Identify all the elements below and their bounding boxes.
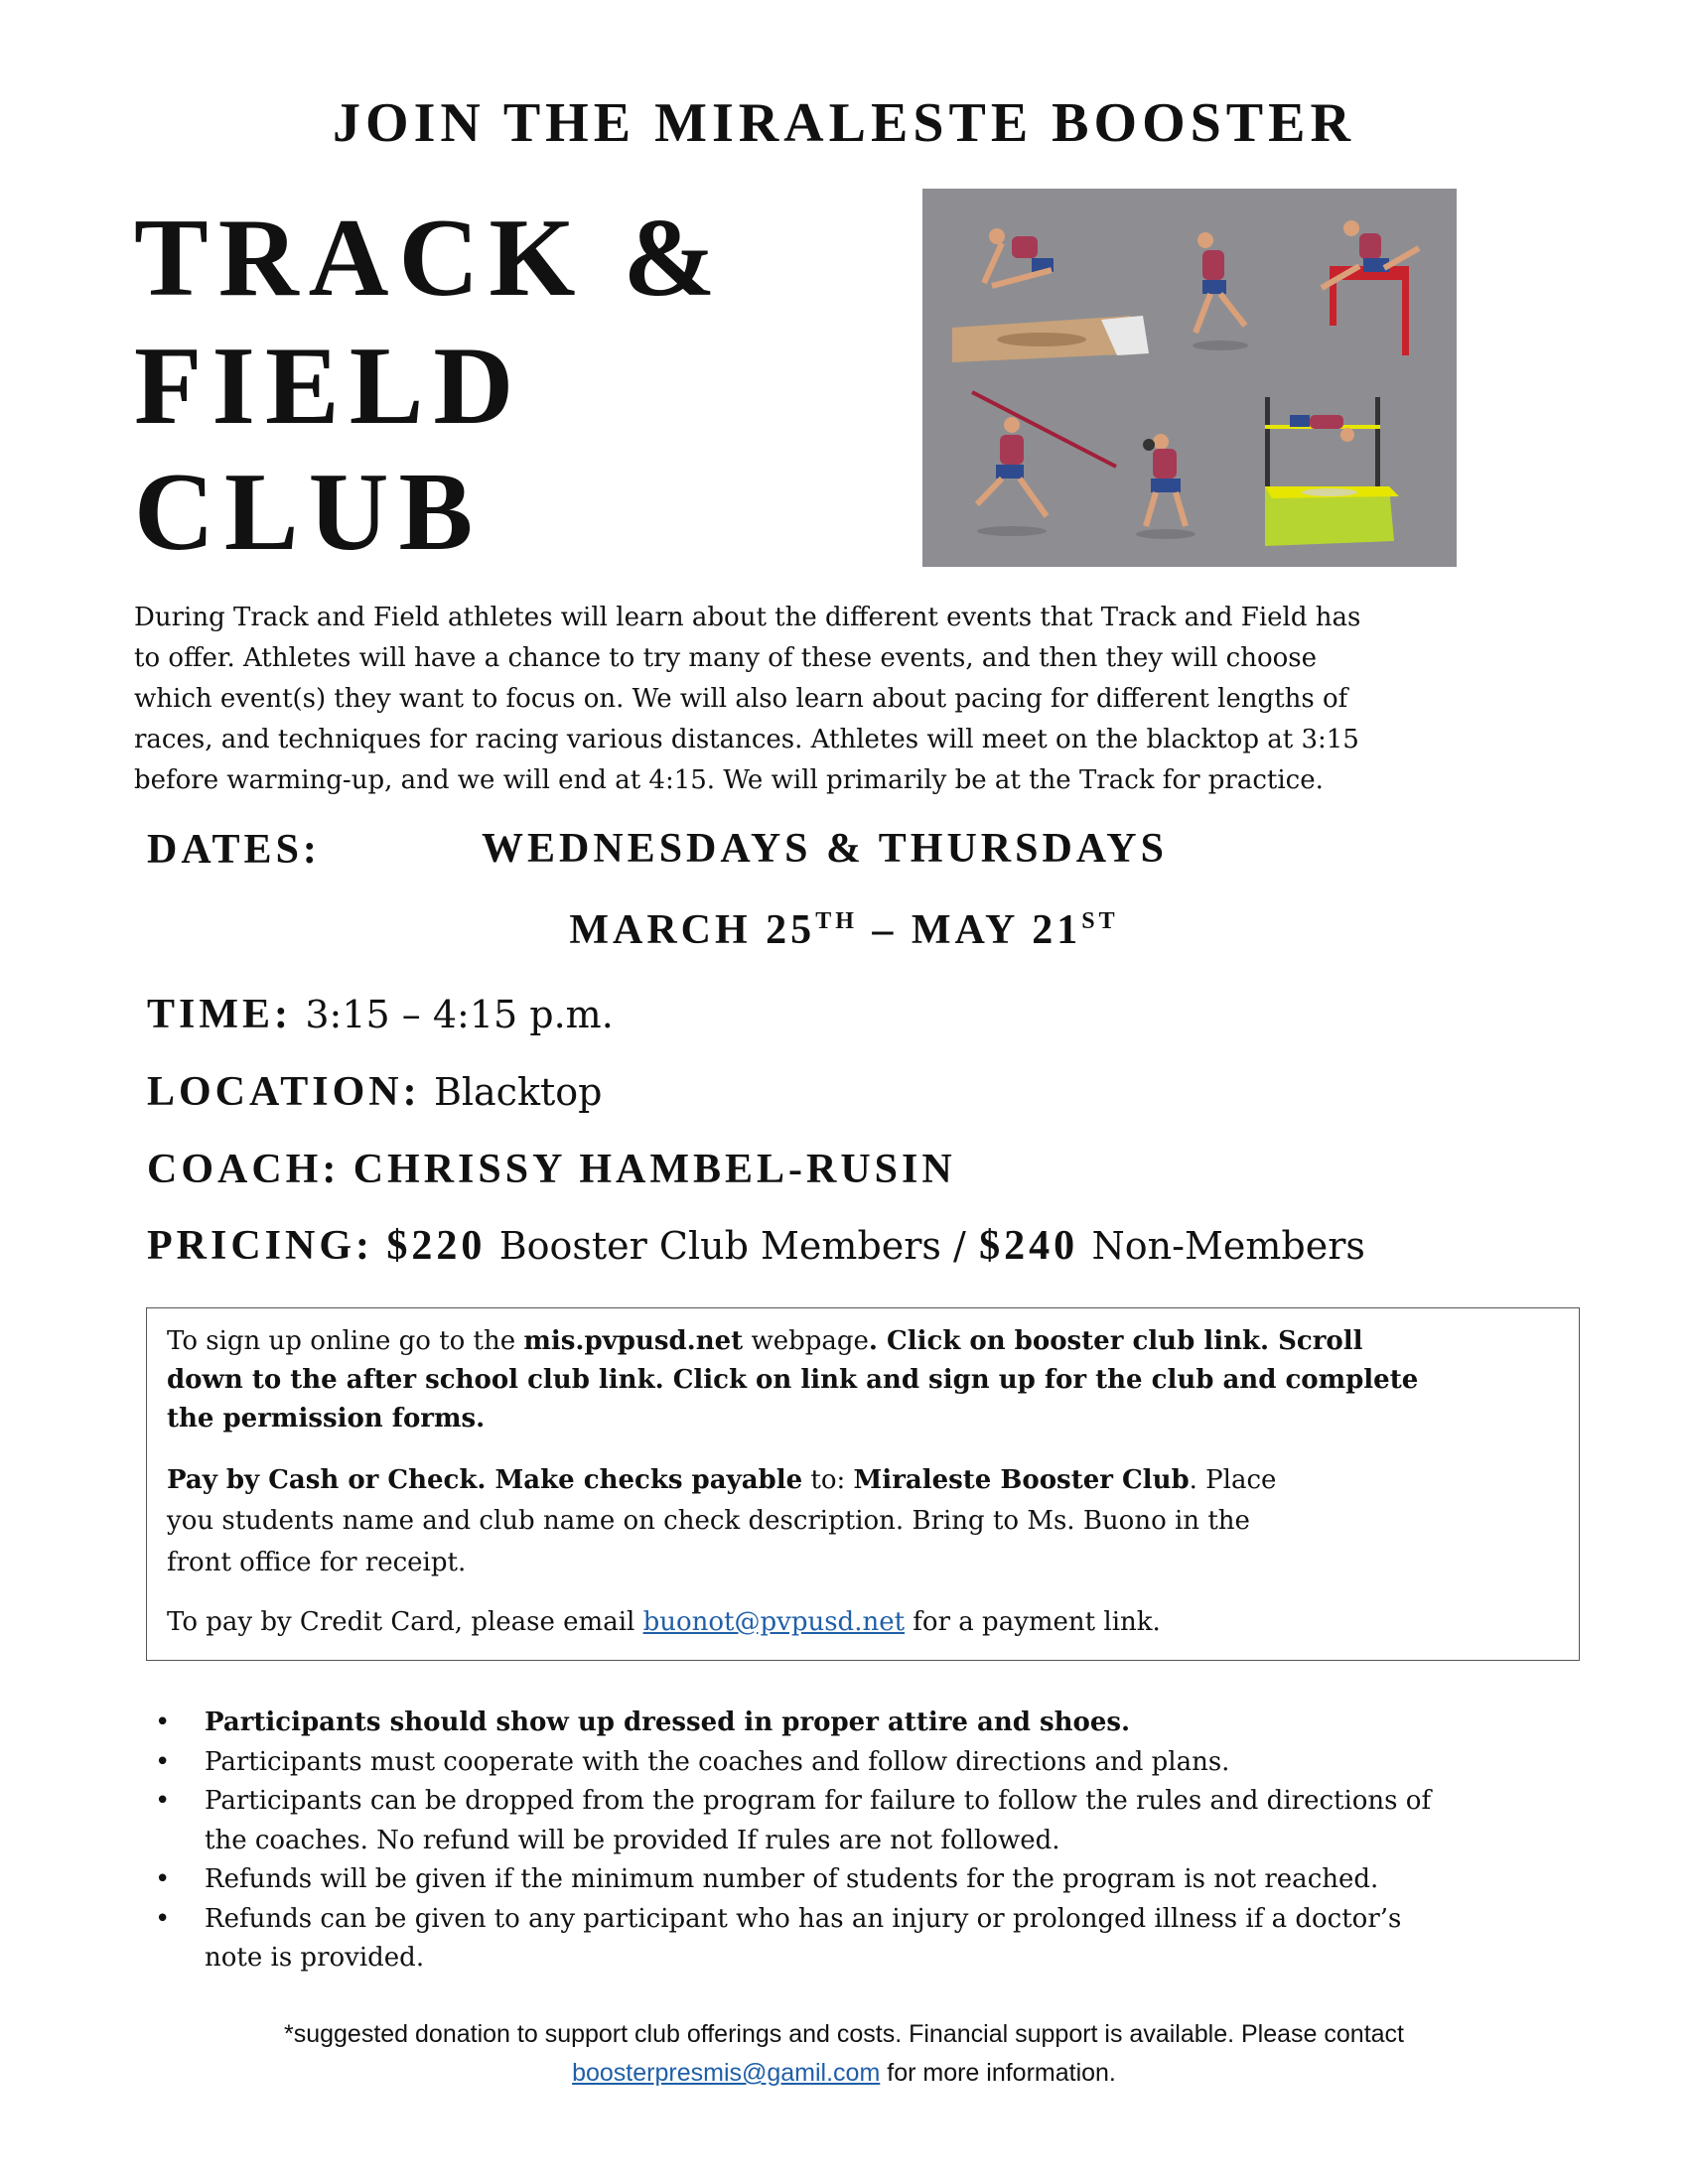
date-range-end: – MAY 21 — [857, 907, 1082, 953]
credit-card-text: for a payment link. — [905, 1607, 1161, 1637]
rule-item — [149, 1860, 1431, 1900]
payment-line: you students name and club name on check description. Bring to Ms. Buono in the — [167, 1506, 1250, 1536]
signup-line — [167, 1400, 1559, 1438]
footer-line-2 — [0, 2054, 1688, 2093]
title-line-3: CLUB — [134, 451, 484, 574]
time-row — [147, 993, 614, 1035]
bullet-icon: • — [155, 1864, 171, 1894]
title-line-2: FIELD — [134, 325, 524, 448]
description-line: races, and techniques for racing various distances. Athletes will meet on the blacktop at 3:15 — [134, 725, 1359, 754]
dates-label: DATES: — [147, 827, 321, 873]
date-range-start: MARCH 25 — [569, 907, 816, 953]
date-range-start-suffix: TH — [815, 908, 858, 934]
rule-text: Refunds can be given to any participant who has an injury or prolonged illness if a doctor’s — [205, 1903, 1402, 1934]
title-line-1: TRACK & — [134, 197, 726, 320]
footer-line-1: *suggested donation to support club offerings and costs. Financial support is available. Please contact — [283, 2020, 1404, 2048]
description-line: which event(s) they want to focus on. We will also learn about pacing for different lengths of — [134, 684, 1348, 714]
bullet-icon: • — [155, 1786, 171, 1816]
buonot-email-link[interactable]: buonot@pvpusd.net — [642, 1607, 906, 1637]
signup-text: down to the after school club link. Click on link and sign up for the club and complete — [167, 1365, 1419, 1395]
rule-item — [149, 1900, 1431, 1940]
payment-line: front office for receipt. — [167, 1548, 467, 1577]
rules-list — [149, 1704, 1431, 1979]
description-line: to offer. Athletes will have a chance to try many of these events, and then they will choose — [134, 643, 1317, 673]
nonmember-price-text: Non-Members — [1091, 1224, 1365, 1268]
payment-text: Pay by Cash or Check. Make checks payable — [167, 1465, 803, 1495]
bullet-icon: • — [155, 1903, 171, 1934]
track-and-field-athletes-illustration-icon — [922, 189, 1457, 567]
signup-text: the permission forms. — [167, 1404, 486, 1433]
rule-text: Participants should show up dressed in proper attire and shoes. — [205, 1707, 1131, 1737]
rule-text: Participants must cooperate with the coaches and follow directions and plans. — [205, 1746, 1230, 1777]
booster-email-link[interactable]: boosterpresmis@gamil.com — [572, 2059, 881, 2087]
rule-text: Refunds will be given if the minimum number of students for the program is not reached. — [205, 1864, 1379, 1894]
location-label: LOCATION: — [147, 1069, 421, 1115]
member-price-text: Booster Club Members / — [498, 1224, 966, 1268]
coach-value: CHRISSY HAMBEL-RUSIN — [352, 1147, 956, 1192]
bullet-icon: • — [155, 1746, 171, 1777]
date-range-end-suffix: ST — [1081, 908, 1119, 934]
date-range — [0, 908, 1688, 951]
signup-instructions-box — [146, 1307, 1580, 1661]
dates-value: WEDNESDAYS & THURSDAYS — [482, 826, 1168, 872]
rule-item — [149, 1782, 1431, 1822]
payment-line — [167, 1461, 1559, 1500]
rule-item-continuation — [149, 1822, 1431, 1861]
payee-name: Miraleste Booster Club — [853, 1465, 1190, 1495]
header-join: JOIN THE MIRALESTE BOOSTER — [333, 92, 1355, 154]
signup-text: . Click on booster club link. Scroll — [868, 1326, 1363, 1356]
dates-row — [147, 826, 1168, 873]
coach-label: COACH: — [147, 1147, 341, 1192]
payment-text: to: — [802, 1465, 854, 1495]
website-name: mis.pvpusd.net — [523, 1326, 744, 1356]
payment-text: . Place — [1189, 1465, 1277, 1495]
signup-text: webpage — [743, 1326, 869, 1356]
pricing-label: PRICING: — [147, 1223, 373, 1269]
time-label: TIME: — [147, 992, 292, 1037]
footer-note — [0, 2015, 1688, 2093]
rule-item — [149, 1743, 1431, 1783]
signup-line — [167, 1361, 1559, 1400]
bullet-icon: • — [155, 1707, 171, 1737]
location-value: Blacktop — [433, 1070, 603, 1114]
signup-text: To sign up online go to the — [167, 1326, 524, 1356]
footer-text: for more information. — [880, 2059, 1116, 2087]
rule-item-continuation — [149, 1939, 1431, 1979]
time-value: 3:15 – 4:15 p.m. — [305, 993, 614, 1036]
rule-item — [149, 1704, 1431, 1743]
rule-text: Participants can be dropped from the program for failure to follow the rules and directions of — [205, 1786, 1432, 1816]
signup-line — [167, 1322, 1559, 1361]
credit-card-line — [167, 1603, 1559, 1642]
description-line: During Track and Field athletes will learn about the different events that Track and Field has — [134, 603, 1361, 632]
coach-row — [147, 1148, 956, 1190]
location-row — [147, 1070, 602, 1113]
nonmember-price: $240 — [979, 1223, 1079, 1269]
member-price: $220 — [386, 1223, 487, 1269]
pricing-row — [147, 1224, 1365, 1267]
description-paragraph — [134, 598, 1360, 801]
credit-card-text: To pay by Credit Card, please email — [167, 1607, 643, 1637]
description-line: before warming-up, and we will end at 4:15. We will primarily be at the Track for practice. — [134, 765, 1324, 795]
rule-text: the coaches. No refund will be provided If rules are not followed. — [205, 1825, 1060, 1855]
rule-text: note is provided. — [205, 1943, 425, 1973]
